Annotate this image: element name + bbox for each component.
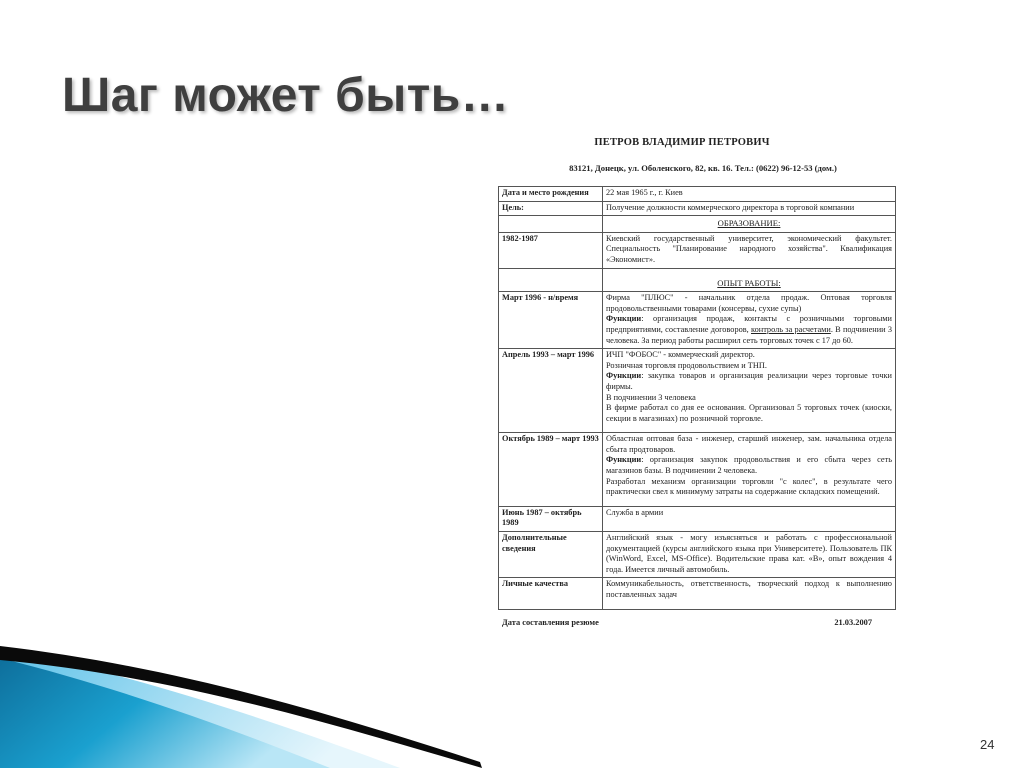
- experience-heading: ОПЫТ РАБОТЫ:: [717, 277, 781, 288]
- functions-text: : организация продаж, контакты с розничными торговыми предприятиями, составление договоров,: [606, 314, 892, 334]
- job-period: Октябрь 1989 – март 1993: [499, 433, 603, 507]
- table-row: [499, 292, 896, 349]
- personal-value: [603, 578, 896, 609]
- job-line: Областная оптовая база - инженер, старший инженер, зам. начальника отдела сбыта продтоваров.: [606, 434, 892, 454]
- functions-text: : организация закупок продовольствия и его сбыта через сеть магазинов базы. В подчинении 2 человека.: [606, 455, 892, 476]
- functions-underlined: контроль за расчетами: [751, 324, 831, 334]
- education-heading-cell: [603, 216, 896, 233]
- functions-label: Функции: [606, 314, 642, 324]
- job-line: ИЧП "ФОБОС" - коммерческий директор.: [606, 350, 755, 360]
- job-line: Разработал механизм организации торговли "с колес", в результате чего практически свел к минимуму затраты на содержание складских помещений.: [606, 476, 892, 497]
- resume-address: 83121, Донецк, ул. Оболенского, 82, кв. 16. Тел.: (0622) 96-12-53 (дом.): [569, 163, 837, 173]
- resume-footer: [498, 618, 896, 630]
- additional-value: Английский язык - могу изъясняться и работать с профессиональной документацией (курсы английского языка при Университете). Пользователь ПК (WinWord, Excel, MS-Office). Водительские права кат. «В», опыт вождения 4 года. Имеется личный автомобиль.: [603, 532, 896, 578]
- job-line: Розничная торговля продовольствием и ТНП.: [606, 360, 767, 370]
- footer-date: 21.03.2007: [834, 617, 872, 627]
- resume-name: ПЕТРОВ ВЛАДИМИР ПЕТРОВИЧ: [594, 137, 770, 148]
- job-description: [603, 292, 896, 349]
- page-number: 24: [980, 737, 995, 752]
- education-period: 1982-1987: [499, 232, 603, 268]
- education-text: Киевский государственный университет, экономический факультет. Специальность "Планирование народного хозяйства". Квалификация «Экономист».: [603, 232, 896, 268]
- table-row: [499, 506, 896, 531]
- job-period: Март 1996 - н/время: [499, 292, 603, 349]
- personal-value-text: Коммуникабельность, ответственность, творческий подход к выполнению поставленных задач: [606, 579, 892, 599]
- birth-value: 22 мая 1965 г., г. Киев: [603, 187, 896, 202]
- table-row: [499, 433, 896, 507]
- birth-label: Дата и место рождения: [499, 187, 603, 202]
- functions-text: . В подчинении 3 человека. За период работы расширил сеть торговых точек с 17 до 60.: [606, 324, 892, 345]
- job-line: Фирма "ПЛЮС" - начальник отдела продаж. Оптовая торговля продовольственными товарами (консервы, сухие супы): [606, 293, 892, 313]
- table-row: [499, 216, 896, 233]
- job-description: [603, 433, 896, 507]
- additional-label: Дополнительные сведения: [499, 532, 603, 578]
- job-description: Служба в армии: [603, 506, 896, 531]
- job-period: Июнь 1987 – октябрь 1989: [499, 506, 603, 531]
- table-row: [499, 578, 896, 609]
- personal-label: Личные качества: [499, 578, 603, 609]
- functions-text: : закупка товаров и организация реализации через торговые точки фирмы.: [606, 371, 892, 391]
- goal-value: Получение должности коммерческого директора в торговой компании: [603, 201, 896, 216]
- job-period: Апрель 1993 – март 1996: [499, 349, 603, 433]
- table-row: [499, 268, 896, 292]
- table-row: [499, 349, 896, 433]
- table-row: [499, 201, 896, 216]
- job-line: В подчинении 3 человека: [606, 392, 696, 402]
- empty-cell: [499, 268, 603, 292]
- footer-date-label: Дата составления резюме: [502, 617, 599, 627]
- functions-label: Функции: [606, 371, 642, 381]
- table-row: [499, 232, 896, 268]
- table-row: [499, 187, 896, 202]
- job-line: В фирме работал со дня ее основания. Организовал 5 торговых точек (киоски, секции в магазинах) по розничной торговле.: [606, 403, 892, 423]
- experience-heading-cell: [603, 268, 896, 292]
- education-heading: ОБРАЗОВАНИЕ:: [717, 218, 781, 229]
- empty-cell: [499, 216, 603, 233]
- resume-document: [498, 137, 896, 630]
- functions-label: Функции: [606, 455, 642, 465]
- slide-title: Шаг может быть…: [62, 69, 510, 122]
- job-description: [603, 349, 896, 433]
- resume-table: [498, 186, 896, 610]
- goal-label: Цель:: [499, 201, 603, 216]
- table-row: [499, 532, 896, 578]
